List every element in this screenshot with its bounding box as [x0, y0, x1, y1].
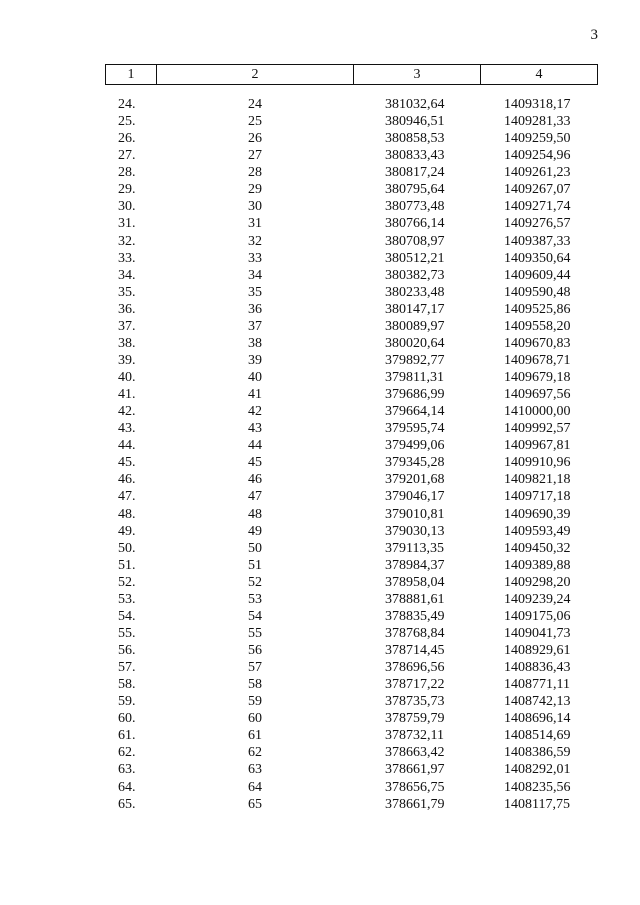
table-cell-col-1: 36.: [118, 301, 136, 317]
table-cell-col-3: 380795,64: [385, 182, 445, 198]
table-cell-col-4: 1409041,73: [504, 625, 571, 641]
header-cell-3: 3: [354, 65, 481, 84]
table-cell-col-3: 379499,06: [385, 438, 445, 454]
table-cell-col-3: 379811,31: [385, 370, 444, 385]
table-cell-col-1: 26.: [118, 131, 136, 147]
table-cell-col-2: 64: [248, 779, 262, 795]
table-cell-col-3: 378768,84: [385, 625, 445, 641]
table-cell-col-4: 1409525,86: [504, 301, 571, 317]
table-row: [0, 744, 640, 761]
table-cell-col-3: 379046,17: [385, 489, 445, 505]
table-cell-col-4: 1408742,13: [504, 694, 571, 710]
table-row: [0, 761, 640, 778]
table-cell-col-3: 378656,75: [385, 779, 445, 795]
table-row: [0, 523, 640, 540]
table-cell-col-2: 40: [248, 370, 262, 385]
table-cell-col-4: 1409967,81: [504, 438, 571, 454]
table-cell-col-1: 40.: [118, 370, 136, 385]
table-cell-col-2: 51: [248, 557, 262, 573]
table-cell-col-2: 47: [248, 489, 262, 505]
table-row: [0, 574, 640, 591]
table-cell-col-1: 45.: [118, 455, 136, 471]
table-row: [0, 659, 640, 676]
table-cell-col-1: 28.: [118, 165, 136, 181]
table-cell-col-4: 1409992,57: [504, 421, 571, 437]
table-cell-col-2: 46: [248, 472, 262, 488]
table-row: [0, 693, 640, 710]
table-cell-col-1: 25.: [118, 114, 136, 130]
table-cell-col-2: 55: [248, 625, 262, 641]
table-row: [0, 625, 640, 642]
table-row: [0, 642, 640, 659]
table-cell-col-3: 378958,04: [385, 574, 445, 590]
table-cell-col-4: 1409670,83: [504, 335, 571, 351]
table-row: [0, 437, 640, 454]
table-cell-col-1: 37.: [118, 318, 136, 334]
table-cell-col-4: 1409261,23: [504, 165, 571, 181]
table-cell-col-4: 1408117,75: [504, 796, 570, 812]
table-cell-col-3: 380833,43: [385, 148, 445, 164]
table-cell-col-1: 31.: [118, 216, 136, 232]
table-cell-col-4: 1409593,49: [504, 523, 571, 539]
table-cell-col-1: 55.: [118, 625, 136, 641]
table-cell-col-4: 1409350,64: [504, 250, 571, 266]
table-cell-col-4: 1409276,57: [504, 216, 571, 232]
table-cell-col-3: 380020,64: [385, 335, 445, 351]
table-row: [0, 284, 640, 301]
table-cell-col-1: 56.: [118, 643, 136, 658]
table-row: [0, 198, 640, 215]
table-cell-col-2: 58: [248, 677, 262, 693]
table-row: [0, 181, 640, 198]
table-cell-col-1: 29.: [118, 182, 136, 198]
table-cell-col-1: 38.: [118, 335, 136, 351]
table-cell-col-1: 62.: [118, 745, 136, 761]
table-cell-col-1: 46.: [118, 472, 136, 488]
table-cell-col-4: 1408292,01: [504, 762, 571, 778]
table-cell-col-3: 380773,48: [385, 199, 445, 215]
table-cell-col-3: 378661,97: [385, 762, 445, 778]
table-cell-col-1: 60.: [118, 711, 136, 727]
table-cell-col-4: 1409717,18: [504, 489, 571, 505]
table-cell-col-1: 54.: [118, 608, 136, 624]
table-cell-col-3: 380147,17: [385, 301, 445, 317]
table-cell-col-3: 378661,79: [385, 796, 445, 812]
table-cell-col-3: 379201,68: [385, 472, 445, 488]
table-cell-col-4: 1409690,39: [504, 506, 571, 522]
table-row: [0, 96, 640, 113]
table-cell-col-2: 59: [248, 694, 262, 710]
table-cell-col-1: 42.: [118, 404, 136, 420]
table-cell-col-4: 1410000,00: [504, 404, 571, 420]
table-cell-col-2: 36: [248, 301, 262, 317]
table-cell-col-4: 1408771,11: [504, 677, 570, 693]
table-cell-col-1: 47.: [118, 489, 136, 505]
table-cell-col-4: 1409389,88: [504, 557, 571, 573]
table-cell-col-3: 379686,99: [385, 387, 445, 403]
table-cell-col-4: 1408386,59: [504, 745, 571, 761]
table-cell-col-3: 378714,45: [385, 643, 445, 658]
table-cell-col-4: 1409910,96: [504, 455, 571, 471]
table-row: [0, 318, 640, 335]
table-cell-col-2: 33: [248, 250, 262, 266]
table-row: [0, 540, 640, 557]
table-cell-col-3: 379030,13: [385, 523, 445, 539]
table-cell-col-3: 380946,51: [385, 114, 445, 130]
table-cell-col-3: 380089,97: [385, 318, 445, 334]
table-cell-col-1: 39.: [118, 352, 136, 368]
table-cell-col-3: 380512,21: [385, 250, 445, 266]
table-cell-col-4: 1409259,50: [504, 131, 571, 147]
table-row: [0, 471, 640, 488]
table-cell-col-2: 41: [248, 387, 262, 403]
table-cell-col-2: 50: [248, 540, 262, 556]
table-cell-col-2: 28: [248, 165, 262, 181]
table-cell-col-3: 380708,97: [385, 233, 445, 249]
table-row: [0, 147, 640, 164]
table-row: [0, 130, 640, 147]
table-row: [0, 710, 640, 727]
table-cell-col-4: 1409679,18: [504, 370, 571, 385]
table-cell-col-1: 48.: [118, 506, 136, 522]
table-cell-col-4: 1409450,32: [504, 540, 571, 556]
table-cell-col-1: 51.: [118, 557, 136, 573]
table-cell-col-2: 61: [248, 728, 262, 744]
table-cell-col-4: 1408836,43: [504, 660, 571, 676]
table-cell-col-3: 378735,73: [385, 694, 445, 710]
table-cell-col-1: 61.: [118, 728, 136, 744]
table-cell-col-1: 32.: [118, 233, 136, 249]
table-cell-col-4: 1408514,69: [504, 728, 571, 744]
table-cell-col-4: 1409175,06: [504, 608, 571, 624]
table-cell-col-2: 57: [248, 660, 262, 676]
table-cell-col-4: 1409281,33: [504, 114, 571, 130]
table-cell-col-4: 1409678,71: [504, 352, 571, 368]
table-cell-col-2: 43: [248, 421, 262, 437]
table-cell-col-2: 27: [248, 148, 262, 164]
table-cell-col-3: 381032,64: [385, 97, 445, 112]
table-cell-col-2: 56: [248, 643, 262, 658]
table-cell-col-1: 33.: [118, 250, 136, 266]
table-body: [0, 96, 640, 813]
table-row: [0, 454, 640, 471]
table-row: [0, 779, 640, 796]
table-cell-col-3: 379664,14: [385, 404, 445, 420]
table-cell-col-3: 378759,79: [385, 711, 445, 727]
table-row: [0, 420, 640, 437]
table-cell-col-2: 49: [248, 523, 262, 539]
table-cell-col-4: 1409271,74: [504, 199, 571, 215]
table-cell-col-1: 27.: [118, 148, 136, 164]
table-cell-col-2: 24: [248, 97, 262, 112]
table-cell-col-4: 1409609,44: [504, 267, 571, 283]
table-row: [0, 369, 640, 386]
table-row: [0, 676, 640, 693]
table-cell-col-4: 1408696,14: [504, 711, 571, 727]
table-cell-col-3: 380817,24: [385, 165, 445, 181]
table-cell-col-1: 65.: [118, 796, 136, 812]
table-cell-col-2: 44: [248, 438, 262, 454]
table-cell-col-1: 63.: [118, 762, 136, 778]
table-cell-col-4: 1409697,56: [504, 387, 571, 403]
table-cell-col-1: 58.: [118, 677, 136, 693]
table-cell-col-2: 25: [248, 114, 262, 130]
table-cell-col-2: 60: [248, 711, 262, 727]
table-cell-col-4: 1409239,24: [504, 591, 571, 607]
table-cell-col-3: 378732,11: [385, 728, 444, 744]
table-cell-col-2: 62: [248, 745, 262, 761]
table-cell-col-4: 1409821,18: [504, 472, 571, 488]
table-cell-col-3: 378835,49: [385, 608, 445, 624]
table-cell-col-2: 39: [248, 352, 262, 368]
table-row: [0, 215, 640, 232]
table-row: [0, 506, 640, 523]
table-cell-col-2: 29: [248, 182, 262, 198]
table-cell-col-2: 65: [248, 796, 262, 812]
table-row: [0, 301, 640, 318]
table-row: [0, 608, 640, 625]
table-cell-col-2: 48: [248, 506, 262, 522]
table-cell-col-4: 1409558,20: [504, 318, 571, 334]
table-cell-col-1: 24.: [118, 97, 136, 112]
table-row: [0, 727, 640, 744]
table-cell-col-4: 1409254,96: [504, 148, 571, 164]
table-cell-col-2: 53: [248, 591, 262, 607]
table-header: [105, 64, 598, 85]
table-cell-col-2: 26: [248, 131, 262, 147]
table-cell-col-1: 57.: [118, 660, 136, 676]
table-row: [0, 403, 640, 420]
table-cell-col-4: 1408235,56: [504, 779, 571, 795]
table-cell-col-3: 379113,35: [385, 540, 444, 556]
table-cell-col-3: 380382,73: [385, 267, 445, 283]
table-row: [0, 488, 640, 505]
table-cell-col-1: 59.: [118, 694, 136, 710]
table-cell-col-3: 380233,48: [385, 284, 445, 300]
table-cell-col-3: 380858,53: [385, 131, 445, 147]
table-cell-col-2: 42: [248, 404, 262, 420]
table-cell-col-3: 379010,81: [385, 506, 445, 522]
table-row: [0, 335, 640, 352]
table-cell-col-3: 379595,74: [385, 421, 445, 437]
table-cell-col-3: 378881,61: [385, 591, 445, 607]
table-cell-col-2: 35: [248, 284, 262, 300]
table-cell-col-3: 379345,28: [385, 455, 445, 471]
table-cell-col-1: 64.: [118, 779, 136, 795]
table-cell-col-1: 43.: [118, 421, 136, 437]
table-row: [0, 352, 640, 369]
table-row: [0, 267, 640, 284]
table-cell-col-4: 1409298,20: [504, 574, 571, 590]
table-cell-col-1: 35.: [118, 284, 136, 300]
table-row: [0, 250, 640, 267]
table-cell-col-2: 45: [248, 455, 262, 471]
header-cell-4: 4: [535, 66, 543, 82]
table-cell-col-3: 379892,77: [385, 352, 445, 368]
table-cell-col-2: 54: [248, 608, 262, 624]
table-row: [0, 386, 640, 403]
table-cell-col-1: 34.: [118, 267, 136, 283]
table-cell-col-3: 378663,42: [385, 745, 445, 761]
table-row: [0, 113, 640, 130]
table-cell-col-2: 31: [248, 216, 262, 232]
table-cell-col-3: 378696,56: [385, 660, 445, 676]
table-cell-col-4: 1409267,07: [504, 182, 571, 198]
header-cell-1: 1: [106, 65, 157, 84]
table-cell-col-1: 30.: [118, 199, 136, 215]
table-row: [0, 591, 640, 608]
table-row: [0, 557, 640, 574]
table-row: [0, 796, 640, 813]
table-row: [0, 233, 640, 250]
table-cell-col-1: 49.: [118, 523, 136, 539]
table-row: [0, 164, 640, 181]
table-cell-col-2: 37: [248, 318, 262, 334]
page-number: 3: [590, 27, 598, 43]
header-cell-2: 2: [157, 65, 354, 84]
table-cell-col-3: 378717,22: [385, 677, 445, 693]
table-cell-col-2: 63: [248, 762, 262, 778]
table-cell-col-2: 30: [248, 199, 262, 215]
table-cell-col-1: 52.: [118, 574, 136, 590]
table-cell-col-4: 1409590,48: [504, 284, 571, 300]
table-cell-col-4: 1408929,61: [504, 643, 571, 658]
table-cell-col-2: 38: [248, 335, 262, 351]
table-cell-col-1: 50.: [118, 540, 136, 556]
table-cell-col-3: 380766,14: [385, 216, 445, 232]
table-cell-col-1: 44.: [118, 438, 136, 454]
table-cell-col-2: 34: [248, 267, 262, 283]
table-cell-col-3: 378984,37: [385, 557, 445, 573]
table-cell-col-1: 53.: [118, 591, 136, 607]
table-cell-col-2: 52: [248, 574, 262, 590]
table-cell-col-4: 1409387,33: [504, 233, 571, 249]
table-cell-col-1: 41.: [118, 387, 136, 403]
table-cell-col-2: 32: [248, 233, 262, 249]
table-cell-col-4: 1409318,17: [504, 97, 571, 112]
